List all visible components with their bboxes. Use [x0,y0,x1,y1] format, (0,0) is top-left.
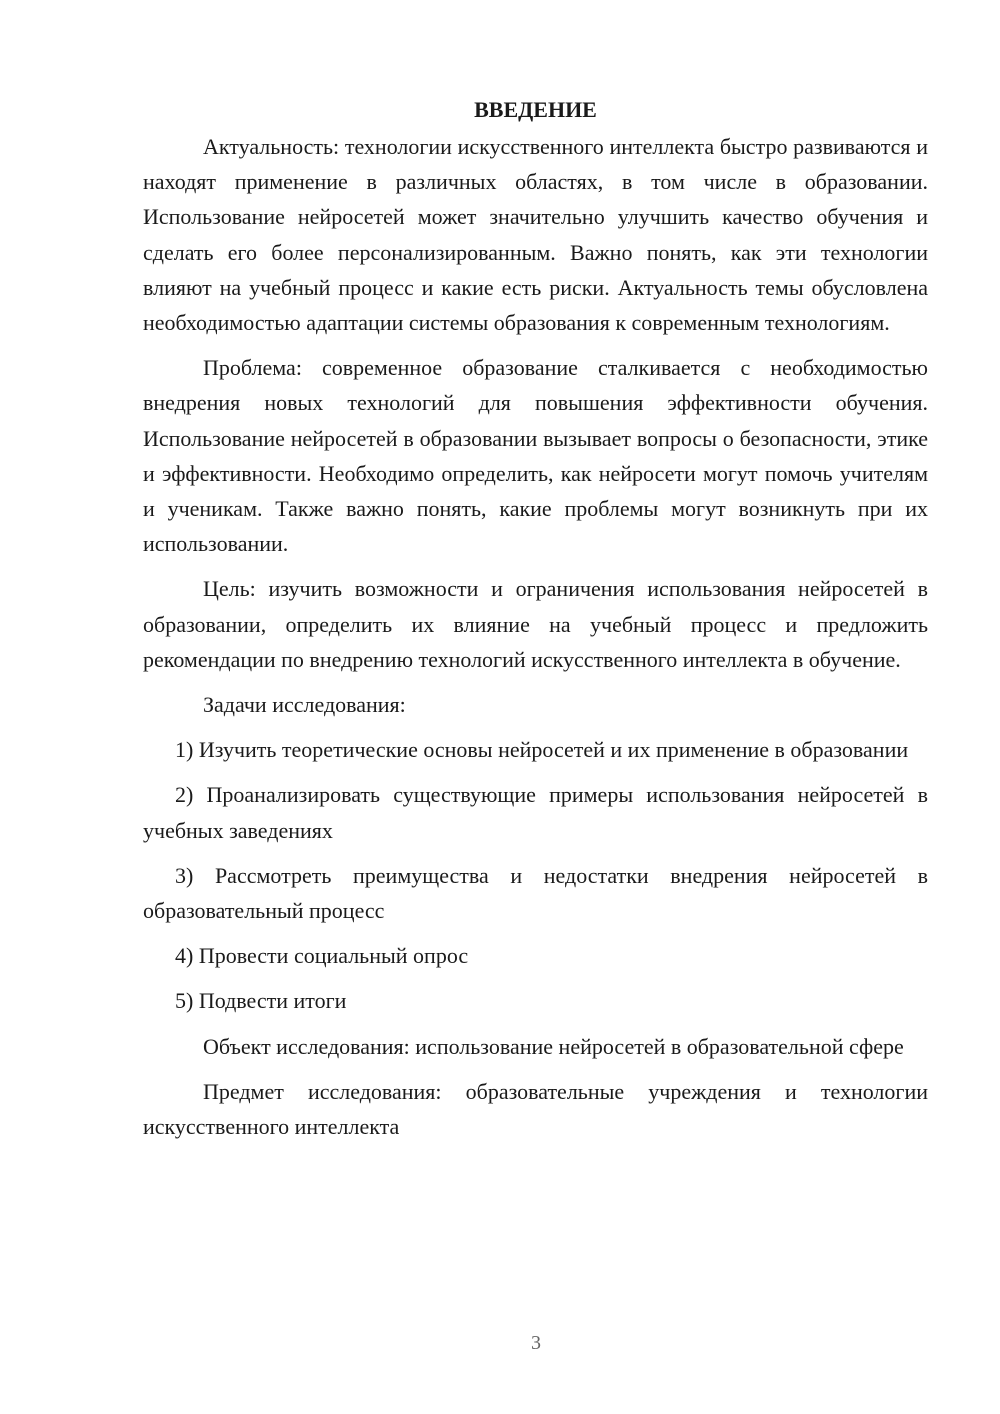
task-item-5: 5) Подвести итоги [175,988,347,1014]
task-item-4: 4) Провести социальный опрос [175,943,469,969]
tasks-heading: Задачи исследования: [203,692,406,718]
task-item-3: 3) Рассмотреть преимущества и недостатки внедрения нейросетей в образовательный процесс [143,862,928,924]
page-title: ВВЕДЕНИЕ [474,97,597,122]
paragraph-relevance: Актуальность: технологии искусственного интеллекта быстро развиваются и находят применение в различных областях, в том числе в образовании. Использование нейросетей может значительно улучшить качество обучения и сделать его более персонализированным. Важно понять, как эти технологии влияют на учебный процесс и какие есть риски. Актуальность темы обусловлена необходимостью адаптации системы образования к современным технологиям. [143,134,928,336]
task-item-2: 2) Проанализировать существующие примеры использования нейросетей в учебных заведениях [143,782,928,843]
paragraph-object: Объект исследования: использование нейросетей в образовательной сфере [203,1033,904,1059]
paragraph-goal: Цель: изучить возможности и ограничения использования нейросетей в образовании, определить их влияние на учебный процесс и предложить рекомендации по внедрению технологий искусственного интеллекта в обучение. [143,576,928,672]
page-content [143,92,928,1154]
page-number: 3 [531,1332,541,1354]
task-item-1: 1) Изучить теоретические основы нейросетей и их применение в образовании [175,737,909,763]
paragraph-subject: Предмет исследования: образовательные учреждения и технологии искусственного интеллекта [143,1078,928,1140]
paragraph-problem: Проблема: современное образование сталкивается с необходимостью внедрения новых технологий для повышения эффективности обучения. Использование нейросетей в образовании вызывает вопросы о безопасности, этике и эффективности. Необходимо определить, как нейросети могут помочь учителям и ученикам. Также важно понять, какие проблемы могут возникнуть при их использовании. [143,355,928,557]
